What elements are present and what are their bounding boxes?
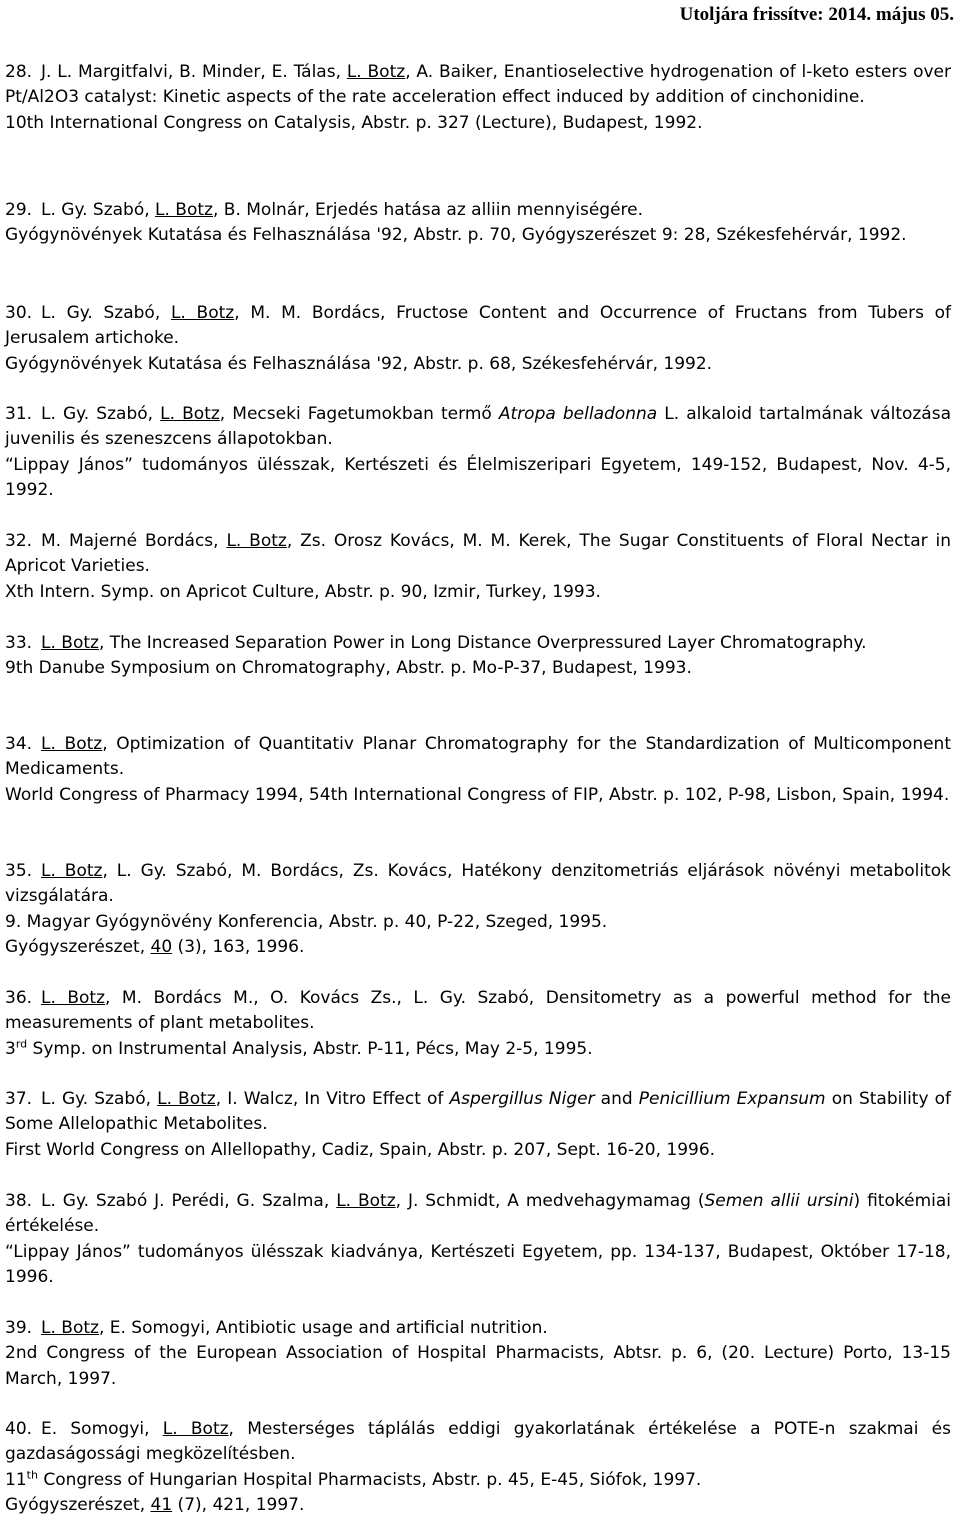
entry-number: 37.: [5, 1089, 33, 1109]
publication-entry-34: [5, 732, 951, 808]
publication-entry-28: [5, 60, 951, 136]
entry-number: 29.: [5, 200, 33, 220]
entry-venue: 3rd Symp. on Instrumental Analysis, Abstr. P-11, Pécs, May 2-5, 1995.: [5, 1037, 593, 1059]
entry-authors-title: 38. L. Gy. Szabó J. Perédi, G. Szalma, L. Botz, J. Schmidt, A medvehagymamag (Semen allii ursini) fitokémiai értékelése.: [5, 1191, 951, 1237]
publication-entry-40: [5, 1417, 951, 1519]
publication-entry-39: [5, 1316, 951, 1392]
entry-number: 30.: [5, 303, 33, 323]
author-link[interactable]: L. Botz: [336, 1191, 396, 1211]
entry-number: 38.: [5, 1191, 33, 1211]
entry-number: 28.: [5, 62, 33, 82]
publication-entry-37: [5, 1087, 951, 1163]
publication-entry-38: [5, 1189, 951, 1291]
entry-authors-title: 34. L. Botz, Optimization of Quantitativ Planar Chromatography for the Standardization of Multicomponent Medicaments.: [5, 734, 951, 780]
author-link[interactable]: L. Botz: [41, 861, 103, 881]
entry-number: 40.: [5, 1419, 33, 1439]
publication-entry-30: [5, 301, 951, 377]
entry-number: 35.: [5, 861, 33, 881]
author-link[interactable]: L. Botz: [155, 200, 213, 220]
author-link[interactable]: L. Botz: [41, 633, 99, 653]
entry-journal: Gyógyszerészet, 40 (3), 163, 1996.: [5, 937, 305, 958]
entry-venue: Gyógynövények Kutatása és Felhasználása '92, Abstr. p. 68, Székesfehérvár, 1992.: [5, 353, 713, 374]
entry-number: 31.: [5, 404, 33, 424]
entry-journal: Gyógyszerészet, 41 (7), 421, 1997.: [5, 1495, 305, 1516]
entry-venue: World Congress of Pharmacy 1994, 54th International Congress of FIP, Abstr. p. 102, P-98, Lisbon, Spain, 1994.: [5, 784, 950, 805]
publication-entry-35: [5, 859, 951, 961]
entry-authors-title: 32. M. Majerné Bordács, L. Botz, Zs. Orosz Kovács, M. M. Kerek, The Sugar Constituents of Floral Nectar in Apricot Varieties.: [5, 531, 951, 577]
entry-authors-title: 31. L. Gy. Szabó, L. Botz, Mecseki Fagetumokban termő Atropa belladonna L. alkaloid tartalmának változása juvenilis és szeneszcens állapotokban.: [5, 404, 952, 450]
entry-authors-title: 28. J. L. Margitfalvi, B. Minder, E. Tálas, L. Botz, A. Baiker, Enantioselective hydrogenation of l-keto esters over Pt/Al2O3 catalyst: Kinetic aspects of the rate acceleration effect induced by addition of cinchonidine.: [5, 62, 951, 108]
entry-venue: 10th International Congress on Catalysis, Abstr. p. 327 (Lecture), Budapest, 1992.: [5, 112, 703, 133]
entry-number: 39.: [5, 1318, 33, 1338]
author-link[interactable]: L. Botz: [346, 62, 406, 82]
entry-authors-title: 36. L. Botz, M. Bordács M., O. Kovács Zs., L. Gy. Szabó, Densitometry as a powerful method for the measurements of plant metabolites.: [5, 988, 952, 1034]
entry-number: 33.: [5, 633, 33, 653]
author-link[interactable]: L. Botz: [41, 1318, 99, 1338]
entry-venue: “Lippay János” tudományos ülésszak kiadványa, Kertészeti Egyetem, pp. 134-137, Budapest, Október 17-18, 1996.: [5, 1241, 951, 1288]
entry-venue: 2nd Congress of the European Association of Hospital Pharmacists, Abtsr. p. 6, (20. Lecture) Porto, 13-15 March, 1997.: [5, 1343, 951, 1389]
publication-entry-31: [5, 402, 951, 504]
entry-venue: 9th Danube Symposium on Chromatography, Abstr. p. Mo-P-37, Budapest, 1993.: [5, 658, 692, 679]
publication-entry-36: [5, 986, 951, 1062]
author-link[interactable]: L. Botz: [160, 404, 220, 424]
entry-authors-title: 39. L. Botz, E. Somogyi, Antibiotic usage and artificial nutrition.: [5, 1316, 951, 1341]
author-link[interactable]: L. Botz: [41, 988, 106, 1008]
entry-authors-title: 29. L. Gy. Szabó, L. Botz, B. Molnár, Erjedés hatása az alliin mennyiségére.: [5, 198, 951, 223]
last-updated-header: Utoljára frissítve: 2014. május 05.: [679, 4, 954, 25]
entry-venue: Xth Intern. Symp. on Apricot Culture, Abstr. p. 90, Izmir, Turkey, 1993.: [5, 581, 601, 602]
publication-entry-33: [5, 631, 951, 682]
author-link[interactable]: L. Botz: [41, 734, 103, 754]
entry-number: 36.: [5, 988, 33, 1008]
entry-venue: 9. Magyar Gyógynövény Konferencia, Abstr. p. 40, P-22, Szeged, 1995.: [5, 911, 608, 932]
entry-authors-title: 40. E. Somogyi, L. Botz, Mesterséges táplálás eddigi gyakorlatának értékelése a POTE-n szakmai és gazdaságossági megközelítésben.: [5, 1419, 952, 1465]
entry-venue: 11th Congress of Hungarian Hospital Pharmacists, Abstr. p. 45, E-45, Siófok, 1997.: [5, 1468, 702, 1490]
author-link[interactable]: L. Botz: [170, 303, 235, 323]
volume-link[interactable]: 40: [150, 937, 173, 958]
author-link[interactable]: L. Botz: [157, 1089, 216, 1109]
entry-authors-title: 30. L. Gy. Szabó, L. Botz, M. M. Bordács, Fructose Content and Occurrence of Fructans from Tubers of Jerusalem artichoke.: [5, 303, 952, 349]
entry-authors-title: 37. L. Gy. Szabó, L. Botz, I. Walcz, In Vitro Effect of Aspergillus Niger and Penicillium Expansum on Stability of Some Allelopathic Metabolites.: [5, 1089, 952, 1135]
entry-authors-title: 35. L. Botz, L. Gy. Szabó, M. Bordács, Zs. Kovács, Hatékony denzitometriás eljárások növényi metabolitok vizsgálatára.: [5, 861, 951, 907]
entry-venue: Gyógynövények Kutatása és Felhasználása '92, Abstr. p. 70, Gyógyszerészet 9: 28, Székesfehérvár, 1992.: [5, 225, 907, 246]
entry-number: 34.: [5, 734, 33, 754]
author-link[interactable]: L. Botz: [226, 531, 287, 551]
publication-entry-32: [5, 529, 951, 605]
volume-link[interactable]: 41: [150, 1495, 173, 1516]
entry-number: 32.: [5, 531, 33, 551]
publication-entry-29: [5, 198, 951, 249]
entry-venue: “Lippay János” tudományos ülésszak, Kertészeti és Élelmiszeripari Egyetem, 149-152, Budapest, Nov. 4-5, 1992.: [5, 454, 951, 501]
entry-venue: First World Congress on Allellopathy, Cadiz, Spain, Abstr. p. 207, Sept. 16-20, 1996.: [5, 1139, 716, 1160]
author-link[interactable]: L. Botz: [162, 1419, 229, 1439]
entry-authors-title: 33. L. Botz, The Increased Separation Power in Long Distance Overpressured Layer Chromatography.: [5, 631, 951, 656]
